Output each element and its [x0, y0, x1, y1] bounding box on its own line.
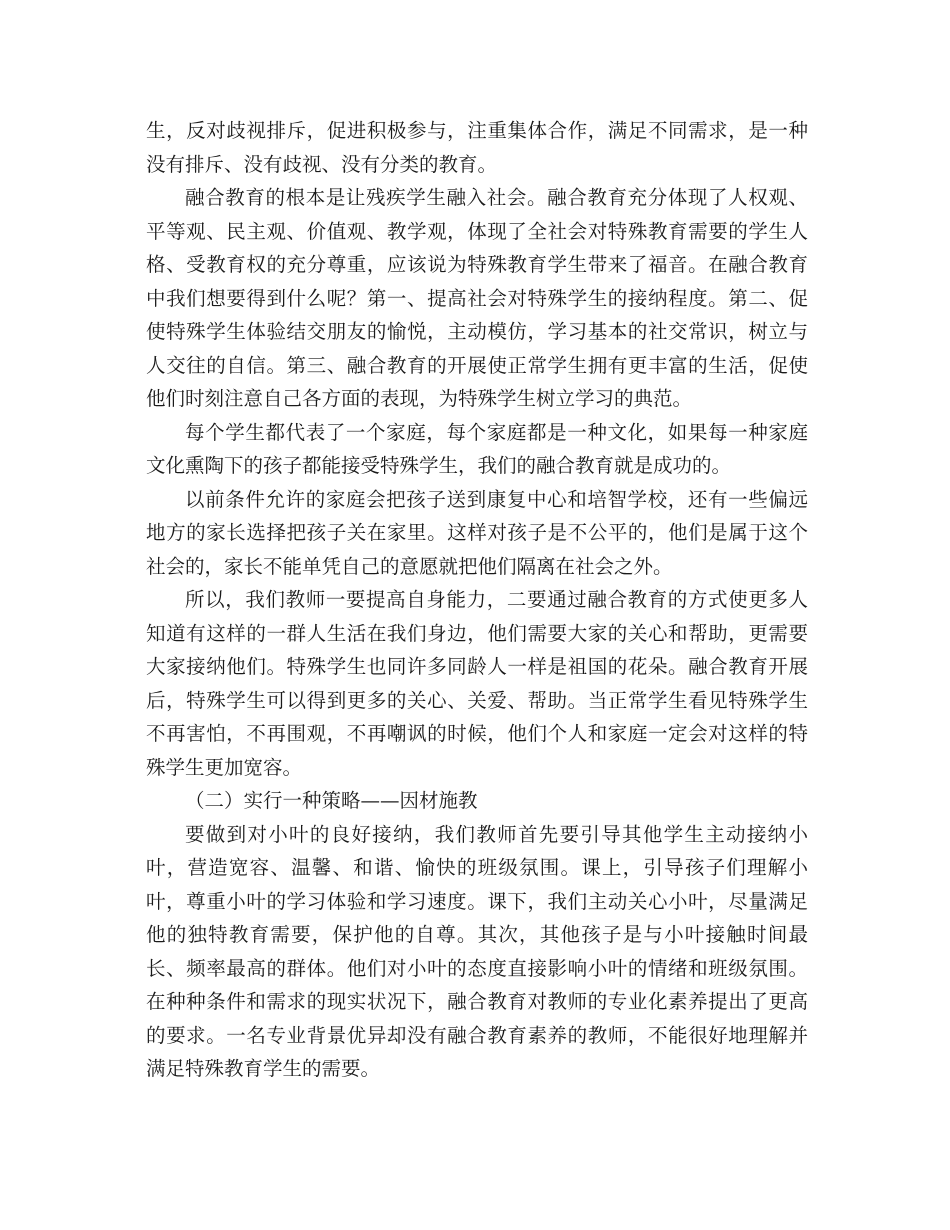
- paragraph-past-conditions: 以前条件允许的家庭会把孩子送到康复中心和培智学校，还有一些偏远地方的家长选择把孩子关在家里。这样对孩子是不公平的，他们是属于这个社会的，家长不能单凭自己的意愿就把他们隔离在社会之外。: [146, 487, 808, 578]
- paragraph-teacher-ability: 所以，我们教师一要提高自身能力，二要通过融合教育的方式使更多人知道有这样的一群人生活在我们身边，他们需要大家的关心和帮助，更需要大家接纳他们。特殊学生也同许多同龄人一样是祖国的花朵。融合教育开展后，特殊学生可以得到更多的关心、关爱、帮助。当正常学生看见特殊学生不再害怕，不再围观，不再嘲讽的时候，他们个人和家庭一定会对这样的特殊学生更加宽容。: [146, 588, 808, 779]
- document-body: [146, 114, 808, 1086]
- paragraph-xiaoye-acceptance: 要做到对小叶的良好接纳，我们教师首先要引导其他学生主动接纳小叶，营造宽容、温馨、和谐、愉快的班级氛围。课上，引导孩子们理解小叶，尊重小叶的学习体验和学习速度。课下，我们主动关心小叶，尽量满足他的独特教育需要，保护他的自尊。其次，其他孩子是与小叶接触时间最长、频率最高的群体。他们对小叶的态度直接影响小叶的情绪和班级氛围。在种种条件和需求的现实状况下，融合教育对教师的专业化素养提出了更高的要求。一名专业背景优异却没有融合教育素养的教师，不能很好地理解并满足特殊教育学生的需要。: [146, 822, 808, 1080]
- paragraph-continuation: 生，反对歧视排斥，促进积极参与，注重集体合作，满足不同需求，是一种没有排斥、没有歧视、没有分类的教育。: [146, 119, 808, 176]
- section-heading-strategy: （二）实行一种策略——因材施教: [185, 789, 478, 812]
- paragraph-inclusion-root: 融合教育的根本是让残疾学生融入社会。融合教育充分体现了人权观、平等观、民主观、价值观、教学观，体现了全社会对特殊教育需要的学生人格、受教育权的充分尊重，应该说为特殊教育学生带来了福音。在融合教育中我们想要得到什么呢？第一、提高社会对特殊学生的接纳程度。第二、促使特殊学生体验结交朋友的愉悦，主动模仿，学习基本的社交常识，树立与人交往的自信。第三、融合教育的开展使正常学生拥有更丰富的生活，促使他们时刻注意自己各方面的表现，为特殊学生树立学习的典范。: [146, 186, 808, 410]
- paragraph-family-culture: 每个学生都代表了一个家庭，每个家庭都是一种文化，如果每一种家庭文化熏陶下的孩子都能接受特殊学生，我们的融合教育就是成功的。: [146, 420, 808, 477]
